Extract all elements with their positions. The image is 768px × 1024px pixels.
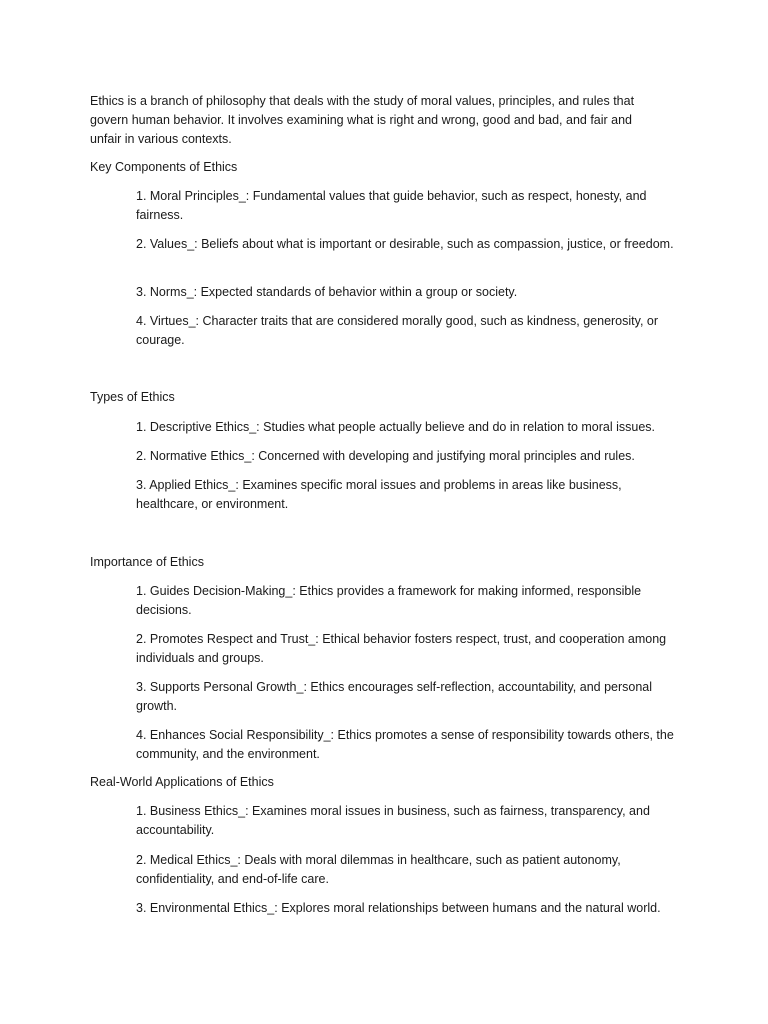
list-item: 1. Descriptive Ethics_: Studies what people actually believe and do in relation to moral issues. [136, 420, 656, 434]
list-item: 2. Medical Ethics_: Deals with moral dilemmas in healthcare, such as patient autonomy, confidentiality, and end-of-life care. [136, 853, 621, 886]
list-item: 3. Norms_: Expected standards of behavior within a group or society. [136, 285, 518, 299]
list-item: 2. Promotes Respect and Trust_: Ethical behavior fosters respect, trust, and cooperation among individuals and groups. [136, 632, 667, 665]
section-heading-applications: Real-World Applications of Ethics [90, 775, 274, 789]
intro-paragraph: Ethics is a branch of philosophy that deals with the study of moral values, principles, and rules that govern human behavior. It involves examining what is right and wrong, good and bad, and fair and unfair in various contexts. [90, 94, 635, 146]
list-item: 2. Values_: Beliefs about what is important or desirable, such as compassion, justice, or freedom. [136, 237, 674, 251]
list-item: 3. Applied Ethics_: Examines specific moral issues and problems in areas like business, healthcare, or environment. [136, 478, 622, 511]
list-item: 4. Virtues_: Character traits that are considered morally good, such as kindness, generosity, or courage. [136, 314, 659, 347]
section-heading-importance: Importance of Ethics [90, 555, 204, 569]
list-item: 2. Normative Ethics_: Concerned with developing and justifying moral principles and rules. [136, 449, 635, 463]
list-item: 1. Business Ethics_: Examines moral issues in business, such as fairness, transparency, and accountability. [136, 804, 650, 837]
list-item: 4. Enhances Social Responsibility_: Ethics promotes a sense of responsibility towards others, the community, and the environment. [136, 728, 674, 761]
list-item: 3. Environmental Ethics_: Explores moral relationships between humans and the natural world. [136, 901, 661, 915]
list-item: 1. Moral Principles_: Fundamental values that guide behavior, such as respect, honesty, and fairness. [136, 189, 647, 222]
section-heading-key-components: Key Components of Ethics [90, 160, 238, 174]
list-item: 3. Supports Personal Growth_: Ethics encourages self-reflection, accountability, and personal growth. [136, 680, 653, 713]
section-heading-types: Types of Ethics [90, 390, 175, 404]
list-item: 1. Guides Decision-Making_: Ethics provides a framework for making informed, responsible decisions. [136, 584, 642, 617]
